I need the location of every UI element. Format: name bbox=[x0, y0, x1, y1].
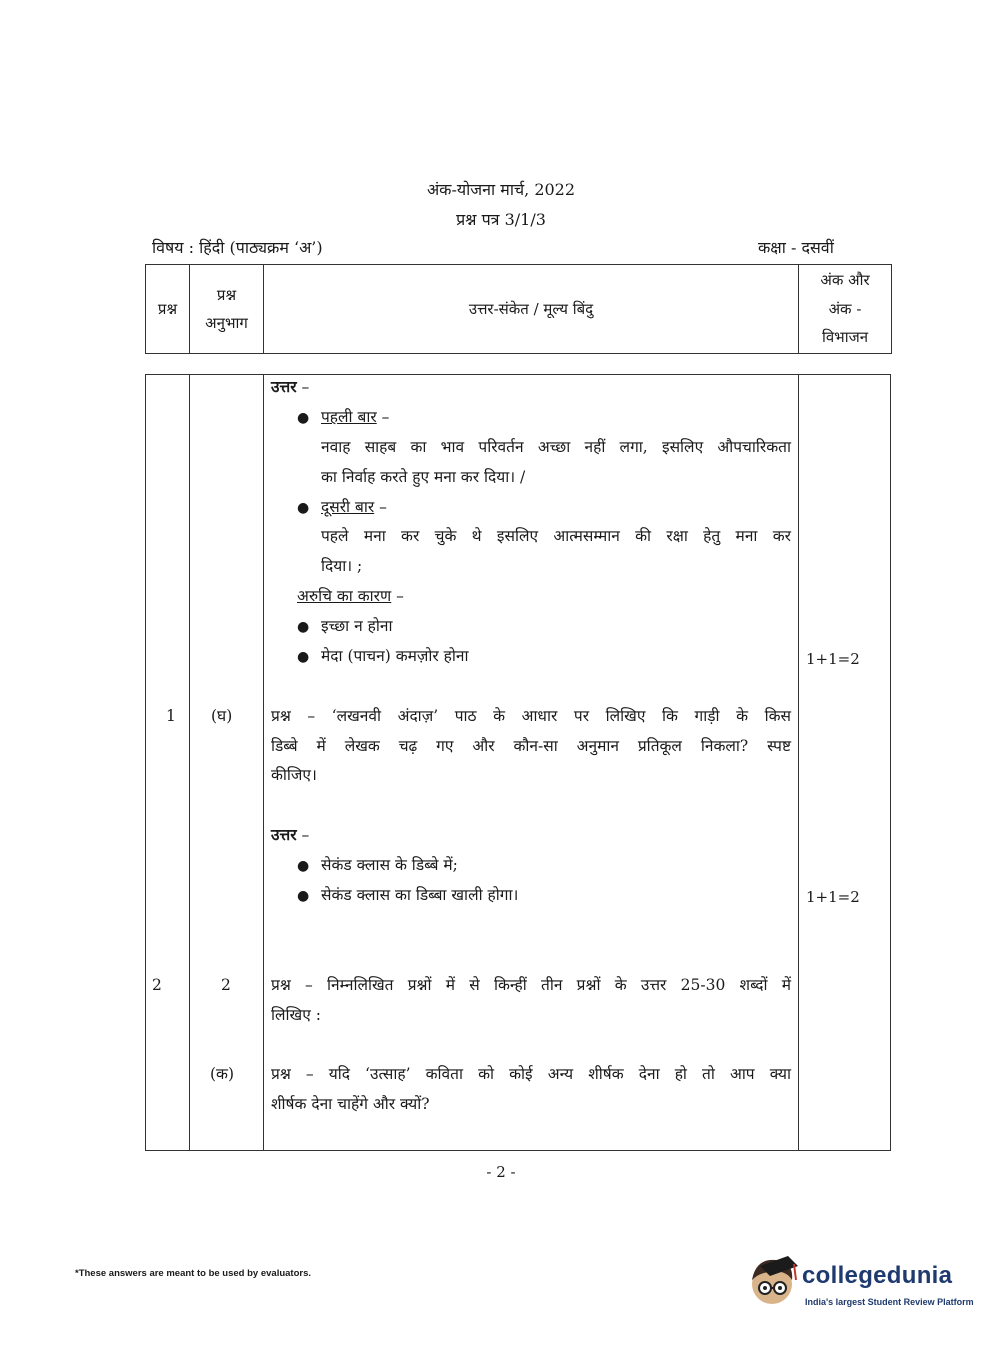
header-section-line2: अनुभाग bbox=[205, 314, 248, 332]
page-number: - 2 - bbox=[486, 1163, 516, 1181]
header-section bbox=[190, 265, 264, 354]
bullet-icon: ● bbox=[297, 500, 310, 516]
reason-item-1: इच्छा न होना bbox=[321, 617, 393, 635]
header-answer-hints: उत्तर-संकेत / मूल्य बिंदु bbox=[264, 265, 799, 354]
subject-label: विषय : हिंदी (पाठ्यक्रम ‘अ’) bbox=[152, 238, 323, 257]
marks-allocation-2: 1+1=2 bbox=[806, 888, 860, 906]
bullet-icon: ● bbox=[297, 649, 310, 665]
answer-heading-1: उत्तर – bbox=[271, 377, 310, 396]
column-divider-1 bbox=[189, 374, 190, 1151]
question-section-gha: (घ) bbox=[211, 707, 233, 725]
question-2a-line-2: शीर्षक देना चाहेंगे और क्यों? bbox=[271, 1095, 430, 1113]
question-2a-line-1: प्रश्न – यदि ‘उत्साह’ कविता को कोई अन्य शीर्षक देना हो तो आप क्या bbox=[271, 1065, 791, 1083]
evaluator-footnote: *These answers are meant to be used by evaluators. bbox=[75, 1268, 312, 1279]
reason-heading: अरुचि का कारण – bbox=[297, 587, 404, 605]
second-time-heading: दूसरी बार – bbox=[321, 498, 387, 516]
paper-code: प्रश्न पत्र 3/1/3 bbox=[456, 210, 546, 229]
answer-2-item-2: सेकंड क्लास का डिब्बा खाली होगा। bbox=[321, 886, 519, 904]
column-divider-2 bbox=[263, 374, 264, 1151]
first-time-line-2: का निर्वाह करते हुए मना कर दिया। / bbox=[321, 468, 526, 486]
first-time-heading: पहली बार – bbox=[321, 408, 390, 426]
bullet-icon: ● bbox=[297, 410, 310, 426]
bullet-icon: ● bbox=[297, 858, 310, 874]
collegedunia-tagline: India's largest Student Review Platform bbox=[805, 1297, 974, 1307]
second-time-line-1: पहले मना कर चुके थे इसलिए आत्मसम्मान की रक्षा हेतु मना कर bbox=[321, 527, 791, 545]
answer-2-item-1: सेकंड क्लास के डिब्बे में; bbox=[321, 856, 458, 874]
answer-heading-2: उत्तर – bbox=[271, 825, 310, 844]
question-2-line-2: लिखिए : bbox=[271, 1006, 321, 1024]
column-divider-3 bbox=[798, 374, 799, 1151]
header-section-line1: प्रश्न bbox=[216, 285, 237, 304]
marking-scheme-header-table bbox=[145, 264, 892, 354]
header-marks-line3: विभाजन bbox=[821, 328, 869, 347]
collegedunia-mascot-icon bbox=[742, 1250, 804, 1312]
question-1-line-3: कीजिए। bbox=[271, 766, 317, 784]
header-marks bbox=[799, 265, 892, 354]
header-marks-line2: अंक - bbox=[828, 299, 862, 318]
collegedunia-logo-text: collegedunia bbox=[802, 1262, 953, 1289]
question-section-2: 2 bbox=[221, 976, 231, 994]
question-1-line-1: प्रश्न – ‘लखनवी अंदाज़’ पाठ के आधार पर लिखिए कि गाड़ी के किस bbox=[271, 707, 791, 725]
bullet-icon: ● bbox=[297, 888, 310, 904]
marks-allocation-1: 1+1=2 bbox=[806, 650, 860, 668]
first-time-line-1: नवाह साहब का भाव परिवर्तन अच्छा नहीं लगा, इसलिए औपचारिकता bbox=[321, 438, 791, 456]
header-marks-line1: अंक और bbox=[820, 271, 870, 290]
header-question: प्रश्न bbox=[146, 265, 190, 354]
question-number-1: 1 bbox=[166, 707, 176, 725]
question-number-2: 2 bbox=[152, 976, 162, 994]
bullet-icon: ● bbox=[297, 619, 310, 635]
question-2-line-1: प्रश्न – निम्नलिखित प्रश्नों में से किन्हीं तीन प्रश्नों के उत्तर 25-30 शब्दों में bbox=[271, 976, 791, 994]
reason-item-2: मेदा (पाचन) कमज़ोर होना bbox=[321, 647, 469, 665]
class-label: कक्षा - दसवीं bbox=[758, 238, 834, 257]
second-time-line-2: दिया। ; bbox=[321, 557, 363, 575]
document-title: अंक-योजना मार्च, 2022 bbox=[426, 180, 576, 199]
question-section-ka: (क) bbox=[210, 1065, 234, 1083]
question-1-line-2: डिब्बे में लेखक चढ़ गए और कौन-सा अनुमान प्रतिकूल निकला? स्पष्ट bbox=[271, 737, 791, 755]
